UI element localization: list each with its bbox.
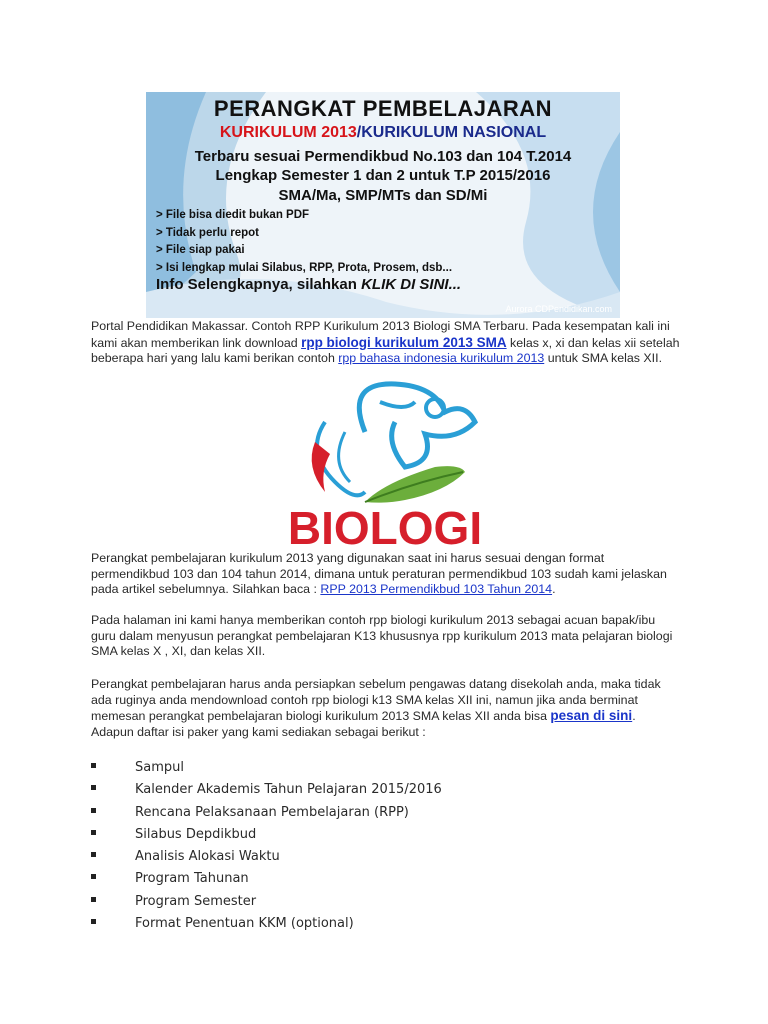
biologi-logo <box>285 372 485 550</box>
logo-word: BIOLOGI <box>287 502 483 550</box>
list-item <box>91 916 591 938</box>
banner-info-link[interactable]: KLIK DI SINI... <box>361 276 462 293</box>
rpp-biologi-link[interactable]: rpp biologi kurikulum 2013 SMA <box>301 334 507 350</box>
list-item-label: Analisis Alokasi Waktu <box>135 849 280 865</box>
para2-text-a: Perangkat pembelajaran kurikulum 2013 yang digunakan saat ini harus sesuai dengan format permendikbud 103 dan 104 tahun 2014, dimana untuk peraturan permendikbud 103 sudah kami jelaskan pada artikel sebelumnya. Silahkan baca : <box>91 551 667 596</box>
list-item <box>91 849 591 871</box>
list-item <box>91 894 591 916</box>
banner-line-2: Lengkap Semester 1 dan 2 untuk T.P 2015/2016 <box>215 167 551 184</box>
banner-bullets <box>156 207 452 277</box>
bullet-icon <box>91 852 96 857</box>
paragraph-order <box>91 677 681 740</box>
banner-info <box>156 276 461 293</box>
bullet-icon <box>91 763 96 768</box>
bullet-icon <box>91 785 96 790</box>
promo-banner[interactable] <box>146 92 620 318</box>
list-item-label: Silabus Depdikbud <box>135 826 257 842</box>
intro-paragraph <box>91 319 681 367</box>
banner-subtitle <box>146 124 620 142</box>
paragraph-format <box>91 551 681 598</box>
rpp-permendikbud-link[interactable]: RPP 2013 Permendikbud 103 Tahun 2014 <box>320 582 553 596</box>
para4-text-a: Perangkat pembelajaran harus anda persiapkan sebelum pengawas datang disekolah anda, maka tidak ada ruginya anda mendownload contoh rpp biologi k13 SMA kelas XII ini, namun jika anda berminat memesan perangkat pembelajaran biologi kurikulum 2013 SMA kelas XII anda bisa <box>91 677 661 723</box>
pesan-di-sini-link[interactable]: pesan di sini <box>550 708 633 723</box>
banner-sub-sep: / <box>356 124 362 141</box>
intro-text-a: Portal Pendidikan Makassar. Contoh RPP Kurikulum 2013 Biologi SMA Terbaru. Pada kesempatan kali ini kami akan memberikan link download <box>91 319 670 350</box>
bullet-icon <box>91 919 96 924</box>
intro-text-b: kelas x, xi dan kelas xii setelah beberapa hari yang lalu kami berikan contoh <box>91 335 680 365</box>
intro-text-c: untuk SMA kelas XII. <box>544 351 663 365</box>
list-item <box>91 805 591 827</box>
banner-bullet: > File siap pakai <box>156 244 245 256</box>
para2-text-b: . <box>552 582 556 596</box>
list-item <box>91 871 591 893</box>
list-item-label: Program Tahunan <box>135 871 249 887</box>
list-item <box>91 760 591 782</box>
contents-list <box>91 760 591 938</box>
list-item-label: Format Penentuan KKM (optional) <box>135 916 354 932</box>
list-item-label: Sampul <box>135 760 184 775</box>
list-item <box>91 782 591 804</box>
bullet-icon <box>91 897 96 902</box>
banner-line-3: SMA/Ma, SMP/MTs dan SD/Mi <box>278 187 488 204</box>
bullet-icon <box>91 808 96 813</box>
list-item <box>91 827 591 849</box>
banner-sub-blue: KURIKULUM NASIONAL <box>361 124 547 141</box>
bullet-icon <box>91 830 96 835</box>
list-item-label: Program Semester <box>135 893 257 909</box>
banner-title: PERANGKAT PEMBELAJARAN <box>213 96 553 121</box>
banner-watermark: Aurora CDPendidikan.com <box>505 304 612 314</box>
banner-line-1: Terbaru sesuai Permendikbud No.103 dan 104 T.2014 <box>194 148 572 165</box>
list-item-label: Kalender Akademis Tahun Pelajaran 2015/2016 <box>135 782 442 798</box>
list-item-label: Rencana Pelaksanaan Pembelajaran (RPP) <box>135 804 409 820</box>
banner-bullet: > File bisa diedit bukan PDF <box>156 209 310 221</box>
paragraph-example: Pada halaman ini kami hanya memberikan contoh rpp biologi kurikulum 2013 sebagai acuan bapak/ibu guru dalam menyusun perangkat pembelajaran K13 khususnya rpp kurikulum 2013 mata pelajaran biologi SMA kelas X , XI, dan kelas XII. <box>91 613 673 658</box>
banner-sub-red: KURIKULUM 2013 <box>219 124 357 141</box>
banner-bullet: > Tidak perlu repot <box>156 226 259 239</box>
banner-info-prefix: Info Selengkapnya, silahkan <box>156 276 362 293</box>
para4-text-b: . Adapun daftar isi paker yang kami sediakan sebagai berikut : <box>91 709 636 739</box>
bullet-icon <box>91 874 96 879</box>
banner-bullet: > Isi lengkap mulai Silabus, RPP, Prota, Prosem, dsb... <box>156 261 453 274</box>
rpp-bahasa-indonesia-link[interactable]: rpp bahasa indonesia kurikulum 2013 <box>338 351 545 365</box>
